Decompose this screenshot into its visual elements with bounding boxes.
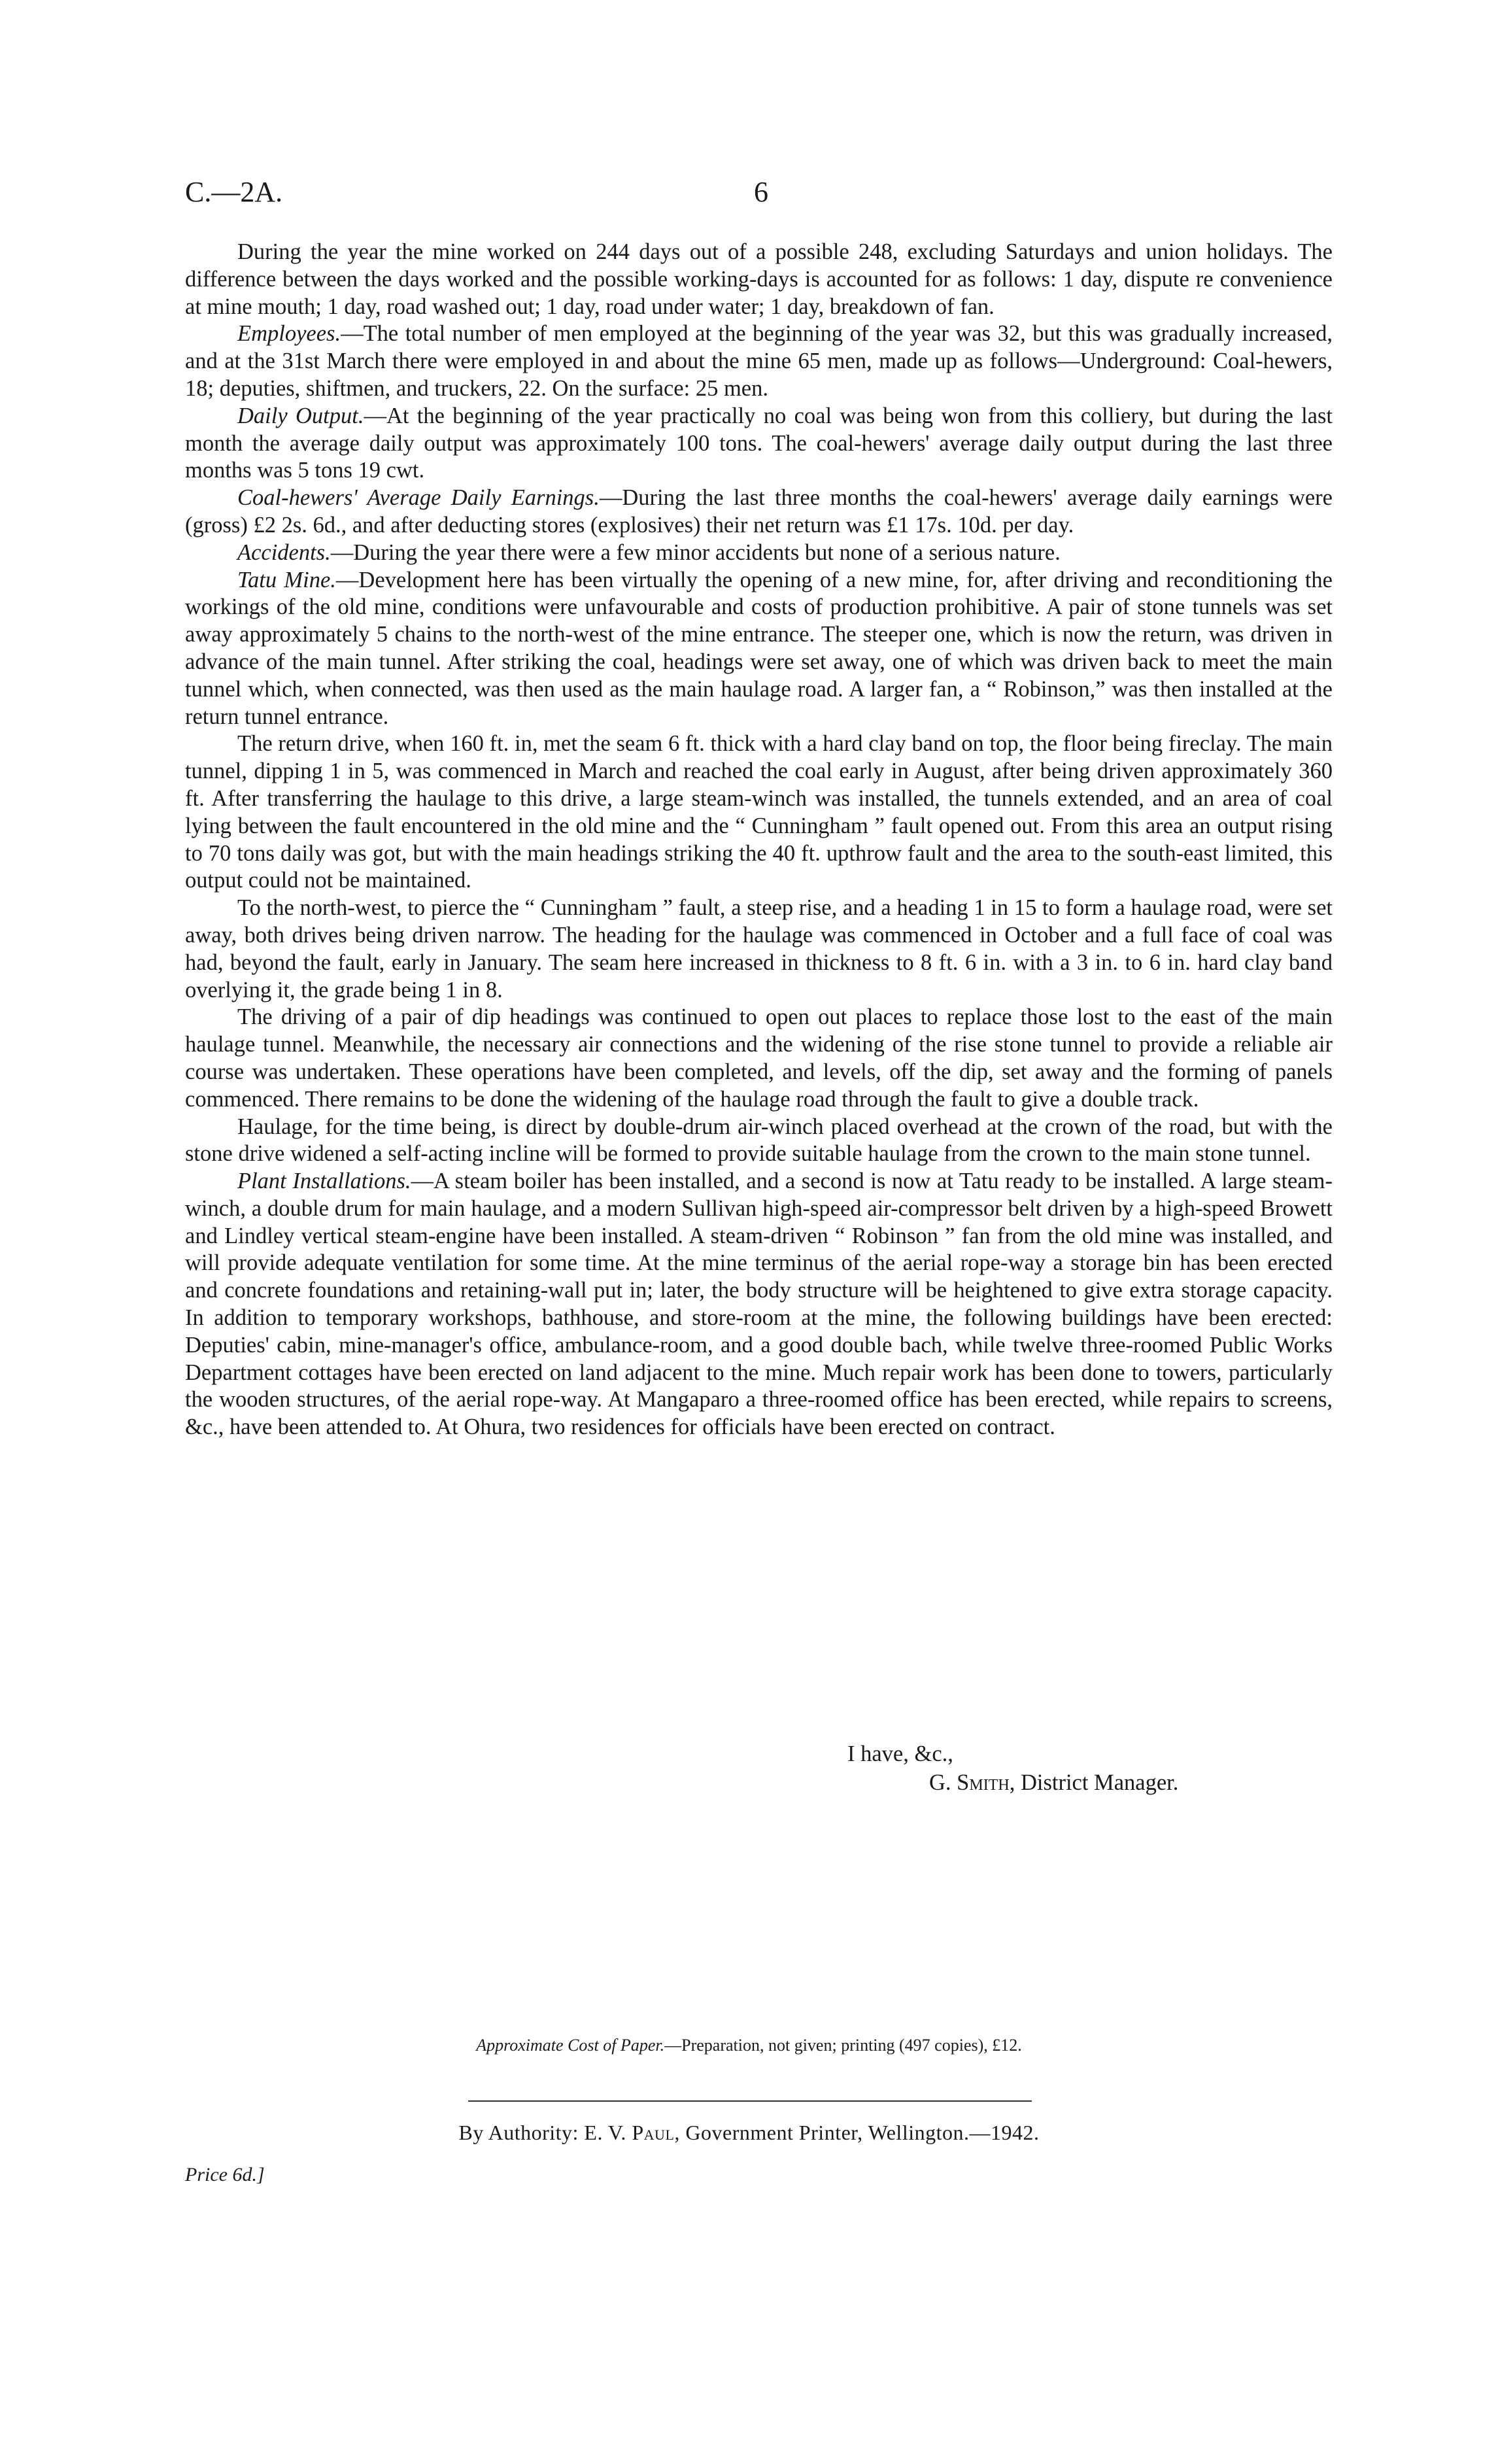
page-header [185,175,1318,214]
paragraph-north-west: To the north-west, to pierce the “ Cunningham ” fault, a steep rise, and a heading 1 in 15 to form a haulage road, were set away, both drives being driven narrow. The heading for the haulage was commenced in October and a full face of coal was had, beyond the fault, early in January. The seam here increased in thickness to 8 ft. 6 in. with a 3 in. to 6 in. hard clay band overlying it, the grade being 1 in 8. [185,895,1333,1002]
signoff [847,1739,1178,1797]
signatory-name: G. Smith [929,1770,1010,1795]
divider-rule [468,2100,1032,2102]
paragraph-earnings: Coal-hewers' Average Daily Earnings.—During the last three months the coal-hewers' average daily earnings were (gross) £2 2s. 6d., and after deducting stores (explosives) their net return was £1 17s. 10d. per day. [185,485,1333,538]
report-body [185,239,1333,1441]
heading-accidents: Accidents. [237,539,331,565]
signoff-signature [847,1768,1178,1797]
paragraph-working-days: During the year the mine worked on 244 days out of a possible 248, excluding Saturdays and union holidays. The difference between the days worked and the possible working-days is accounted for as follows: 1 day, dispute re convenience at mine mouth; 1 day, road washed out; 1 day, road under water; 1 day, breakdown of fan. [185,239,1333,319]
paragraph-dip-headings: The driving of a pair of dip headings was continued to open out places to replace those lost to the east of the main haulage tunnel. Meanwhile, the necessary air connections and the widening of the rise stone tunnel to provide a reliable air course was undertaken. These operations have been completed, and levels, off the dip, set away and the forming of panels commenced. There remains to be done the widening of the haulage road through the fault to give a double track. [185,1004,1333,1112]
price-label: Price 6d.] [185,2164,265,2185]
heading-employees: Employees. [237,321,341,347]
paragraph-employees: Employees.—The total number of men employed at the beginning of the year was 32, but this was gradually increased, and at the 31st March there were employed in and about the mine 65 men, made up as follows—Underground: Coal-hewers, 18; deputies, shiftmen, and truckers, 22. On the surface: 25 men. [185,321,1333,401]
paragraph-tatu-mine: Tatu Mine.—Development here has been virtually the opening of a new mine, for, after driving and reconditioning the workings of the old mine, conditions were unfavourable and costs of production prohibitive. A pair of stone tunnels was set away approximately 5 chains to the north-west of the mine entrance. The steeper one, which is now the return, was driven in advance of the main tunnel. After striking the coal, headings were set away, one of which was driven back to meet the main tunnel which, when connected, was then used as the main haulage road. A larger fan, a “ Robinson,” was then installed at the return tunnel entrance. [185,567,1333,729]
printer-authority: By Authority: E. V. Paul, Government Printer, Wellington.—1942. [458,2121,1040,2144]
cost-of-paper: Approximate Cost of Paper.—Preparation, not given; printing (497 copies), £12. [476,2036,1022,2055]
heading-daily-output: Daily Output. [237,403,364,428]
paragraph-daily-output: Daily Output.—At the beginning of the year practically no coal was being won from this colliery, but during the last month the average daily output was approximately 100 tons. The coal-hewers' average daily output during the last three months was 5 tons 19 cwt. [185,403,1333,483]
document-code: C.—2A. [185,176,283,208]
heading-earnings: Coal-hewers' Average Daily Earnings. [237,485,600,511]
printer-name: Paul [632,2121,675,2144]
paragraph-plant-installations: Plant Installations.—A steam boiler has been installed, and a second is now at Tatu ready to be installed. A large steam-winch, a double drum for main haulage, and a modern Sullivan high-speed air-compressor belt driven by a high-speed Browett and Lindley vertical steam-engine have been installed. A steam-driven “ Robinson ” fan from the old mine was installed, and will provide adequate ventilation for some time. At the mine terminus of the aerial rope-way a storage bin has been erected and concrete foundations and retaining-wall put in; later, the body structure will be heightened to give extra storage capacity. In addition to temporary workshops, bathhouse, and store-room at the mine, the following buildings have been erected: Deputies' cabin, mine-manager's office, ambulance-room, and a good double bach, while twelve three-roomed Public Works Department cottages have been erected on land adjacent to the mine. Much repair work has been done to towers, particularly the wooden structures, of the aerial rope-way. At Mangaparo a three-roomed office has been erected, while repairs to screens, &c., have been attended to. At Ohura, two residences for officials have been erected on contract. [185,1169,1333,1440]
signatory-title: , District Manager. [1009,1770,1179,1795]
heading-plant-installations: Plant Installations. [237,1169,411,1194]
paragraph-haulage: Haulage, for the time being, is direct by double-drum air-winch placed overhead at the crown of the road, but with the stone drive widened a self-acting incline will be formed to provide suitable haulage from the crown to the main stone tunnel. [185,1114,1333,1167]
signoff-greeting: I have, &c., [847,1741,953,1766]
heading-tatu-mine: Tatu Mine. [237,567,336,592]
page-number: 6 [754,176,768,208]
paragraph-return-drive: The return drive, when 160 ft. in, met the seam 6 ft. thick with a hard clay band on top, the floor being fireclay. The main tunnel, dipping 1 in 5, was commenced in March and reached the coal early in August, after being driven approximately 360 ft. After transferring the haulage to this drive, a large steam-winch was installed, the tunnels extended, and an area of coal lying between the fault encountered in the old mine and the “ Cunningham ” fault opened out. From this area an output rising to 70 tons daily was got, but with the main headings striking the 40 ft. upthrow fault and the area to the south-east limited, this output could not be maintained. [185,731,1333,893]
paragraph-accidents: Accidents.—During the year there were a few minor accidents but none of a serious nature. [237,539,1061,565]
